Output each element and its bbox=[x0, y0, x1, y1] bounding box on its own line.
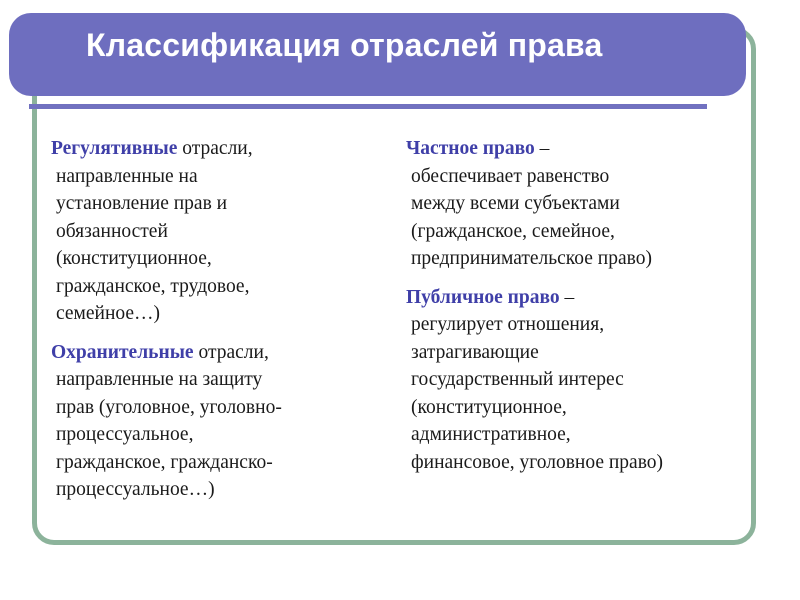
left-column bbox=[51, 135, 386, 504]
paragraph-line: гражданское, трудовое, bbox=[56, 275, 250, 297]
paragraph-line: прав (уголовное, уголовно- bbox=[56, 396, 282, 418]
paragraph-line: (гражданское, семейное, bbox=[411, 220, 615, 242]
paragraph-line: направленные на защиту bbox=[56, 369, 263, 390]
paragraph-line bbox=[51, 339, 386, 367]
paragraph-line: регулирует отношения, bbox=[411, 314, 605, 335]
paragraph-text: отрасли, bbox=[177, 138, 253, 159]
title-underline bbox=[29, 104, 707, 109]
paragraph-line: гражданское, гражданско- bbox=[56, 451, 273, 473]
right-column bbox=[406, 135, 761, 476]
paragraph-line: (конституционное, bbox=[411, 396, 567, 418]
paragraph-text: отрасли, bbox=[193, 341, 269, 363]
paragraph-line: обязанностей bbox=[56, 220, 168, 242]
private-law-paragraph bbox=[406, 135, 761, 273]
protective-term: Охранительные bbox=[51, 341, 194, 363]
paragraph-line: направленные на bbox=[56, 165, 198, 187]
protective-branches-paragraph bbox=[51, 339, 386, 504]
paragraph-line bbox=[406, 135, 761, 163]
paragraph-line: семейное…) bbox=[56, 303, 161, 324]
paragraph-line: процессуальное, bbox=[56, 424, 194, 445]
private-law-term: Частное право bbox=[406, 138, 535, 159]
paragraph-text: – bbox=[534, 138, 550, 159]
paragraph-line: предпринимательское право) bbox=[411, 248, 652, 269]
paragraph-line: обеспечивает равенство bbox=[411, 165, 610, 187]
paragraph-line: затрагивающие bbox=[411, 341, 539, 363]
paragraph-line: (конституционное, bbox=[56, 248, 212, 269]
paragraph-line: финансовое, уголовное право) bbox=[411, 451, 664, 473]
paragraph-text: – bbox=[559, 286, 575, 308]
title-banner bbox=[9, 13, 746, 96]
paragraph-line: административное, bbox=[411, 424, 571, 445]
paragraph-line: установление прав и bbox=[56, 193, 228, 214]
paragraph-line bbox=[406, 284, 761, 312]
regulative-term: Регулятивные bbox=[51, 138, 178, 159]
paragraph-line bbox=[51, 135, 386, 163]
public-law-paragraph bbox=[406, 284, 761, 477]
paragraph-line: государственный интерес bbox=[411, 369, 624, 390]
paragraph-line: процессуальное…) bbox=[56, 479, 215, 500]
paragraph-gap bbox=[56, 328, 386, 339]
paragraph-line: между всеми субъектами bbox=[411, 193, 620, 214]
public-law-term: Публичное право bbox=[406, 286, 560, 308]
paragraph-gap bbox=[411, 273, 761, 284]
slide-title: Классификация отраслей права bbox=[86, 27, 603, 63]
regulative-branches-paragraph bbox=[51, 135, 386, 328]
